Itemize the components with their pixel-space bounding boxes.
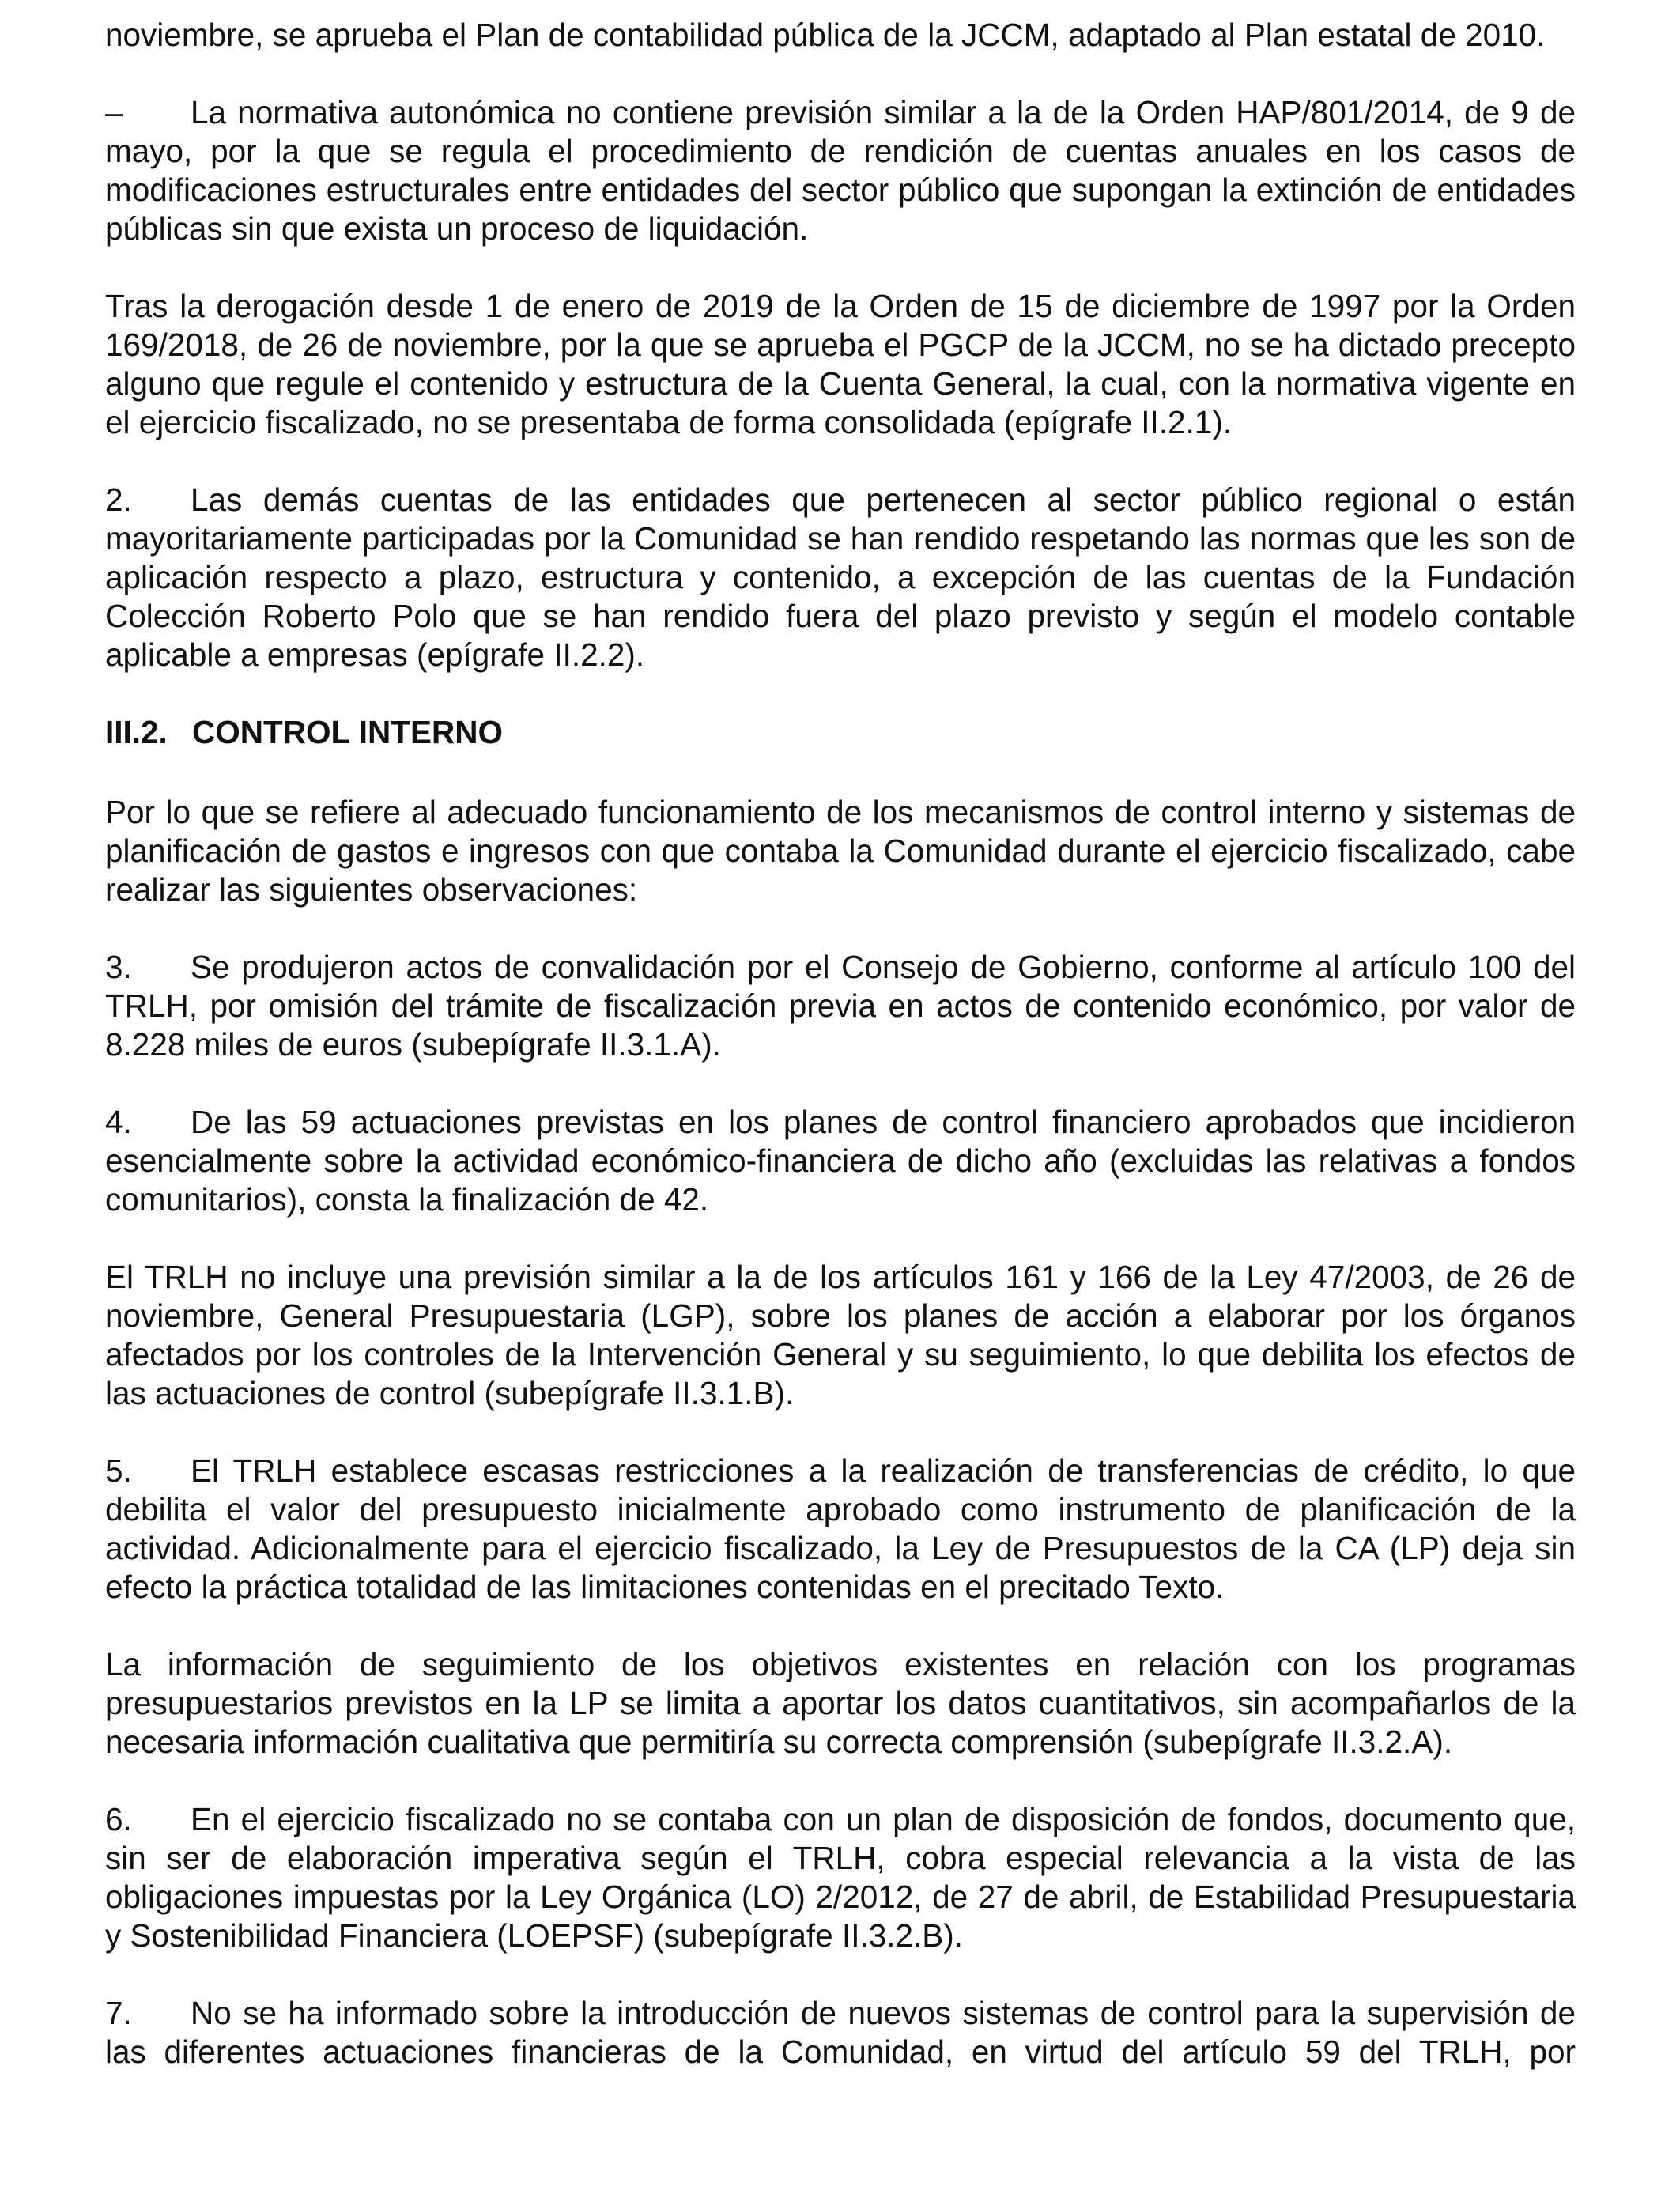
paragraph-text: noviembre, se aprueba el Plan de contabilidad pública de la JCCM, adaptado al Plan estatal de 2010.	[105, 17, 1546, 53]
item-number: 6.	[105, 1801, 132, 1837]
paragraph-text: La normativa autonómica no contiene previsión similar a la de la Orden HAP/801/2014, de 9 de mayo, por la que se regula el procedimiento de rendición de cuentas anuales en los casos de modificaciones estructurales entre entidades del sector público que supongan la extinción de entidades públicas sin que exista un proceso de liquidación.	[105, 94, 1576, 247]
dash-marker: –	[105, 94, 123, 130]
paragraph-item-6	[105, 1800, 1576, 1955]
item-number: 7.	[105, 1995, 132, 2031]
section-title: CONTROL INTERNO	[192, 714, 503, 750]
paragraph-text: En el ejercicio fiscalizado no se contaba con un plan de disposición de fondos, documento que, sin ser de elaboración imperativa según el TRLH, cobra especial relevancia a la vista de las obligaciones impuestas por la Ley Orgánica (LO) 2/2012, de 27 de abril, de Estabilidad Presupuestaria y Sostenibilidad Financiera (LOEPSF) (subepígrafe II.3.2.B).	[105, 1801, 1576, 1954]
paragraph-text: El TRLH no incluye una previsión similar a la de los artículos 161 y 166 de la Ley 47/2003, de 26 de noviembre, General Presupuestaria (LGP), sobre los planes de acción a elaborar por los órganos afectados por los controles de la Intervención General y su seguimiento, lo que debilita los efectos de las actuaciones de control (subepígrafe II.3.1.B).	[105, 1259, 1576, 1411]
paragraph	[105, 287, 1576, 442]
paragraph-text: No se ha informado sobre la introducción de nuevos sistemas de control para la supervisión de las diferentes actuaciones financieras de la Comunidad, en virtud del artículo 59 del TRLH, por	[105, 1995, 1576, 2070]
paragraph-item-5	[105, 1452, 1576, 1607]
section-number: III.2.	[105, 714, 168, 750]
paragraph-item-4	[105, 1103, 1576, 1219]
paragraph-text: Las demás cuentas de las entidades que pertenecen al sector público regional o están mayoritariamente participadas por la Comunidad se han rendido respetando las normas que les son de aplicación respecto a plazo, estructura y contenido, a excepción de las cuentas de la Fundación Colección Roberto Polo que se han rendido fuera del plazo previsto y según el modelo contable aplicable a empresas (epígrafe II.2.2).	[105, 481, 1576, 673]
item-number: 2.	[105, 481, 132, 518]
paragraph-text: El TRLH establece escasas restricciones a la realización de transferencias de crédito, lo que debilita el valor del presupuesto inicialmente aprobado como instrumento de planificación de la actividad. Adicionalmente para el ejercicio fiscalizado, la Ley de Presupuestos de la CA (LP) deja sin efecto la práctica totalidad de las limitaciones contenidas en el precitado Texto.	[105, 1452, 1576, 1605]
paragraph-item-3	[105, 948, 1576, 1064]
paragraph	[105, 1645, 1576, 1762]
paragraph	[105, 793, 1576, 909]
paragraph-item-7	[105, 1994, 1576, 2071]
document-page	[105, 16, 1576, 2110]
paragraph	[105, 1258, 1576, 1413]
paragraph-text: Tras la derogación desde 1 de enero de 2019 de la Orden de 15 de diciembre de 1997 por la Orden 169/2018, de 26 de noviembre, por la que se aprueba el PGCP de la JCCM, no se ha dictado precepto alguno que regule el contenido y estructura de la Cuenta General, la cual, con la normativa vigente en el ejercicio fiscalizado, no se presentaba de forma consolidada (epígrafe II.2.1).	[105, 288, 1576, 440]
paragraph-text: De las 59 actuaciones previstas en los planes de control financiero aprobados que incidieron esencialmente sobre la actividad económico-financiera de dicho año (excluidas las relativas a fondos comunitarios), consta la finalización de 42.	[105, 1104, 1576, 1218]
paragraph-text: Por lo que se refiere al adecuado funcionamiento de los mecanismos de control interno y sistemas de planificación de gastos e ingresos con que contaba la Comunidad durante el ejercicio fiscalizado, cabe realizar las siguientes observaciones:	[105, 794, 1576, 908]
paragraph-continuation	[105, 16, 1576, 55]
paragraph-text: Se produjeron actos de convalidación por el Consejo de Gobierno, conforme al artículo 100 del TRLH, por omisión del trámite de fiscalización previa en actos de contenido económico, por valor de 8.228 miles de euros (subepígrafe II.3.1.A).	[105, 949, 1576, 1063]
item-number: 4.	[105, 1104, 132, 1140]
item-number: 5.	[105, 1452, 132, 1489]
item-number: 3.	[105, 949, 132, 985]
paragraph-text: La información de seguimiento de los objetivos existentes en relación con los programas presupuestarios previstos en la LP se limita a aportar los datos cuantitativos, sin acompañarlos de la necesaria información cualitativa que permitiría su correcta comprensión (subepígrafe II.3.2.A).	[105, 1646, 1576, 1760]
section-heading	[105, 713, 1576, 752]
paragraph-item-2	[105, 481, 1576, 674]
paragraph-dash-item	[105, 93, 1576, 248]
